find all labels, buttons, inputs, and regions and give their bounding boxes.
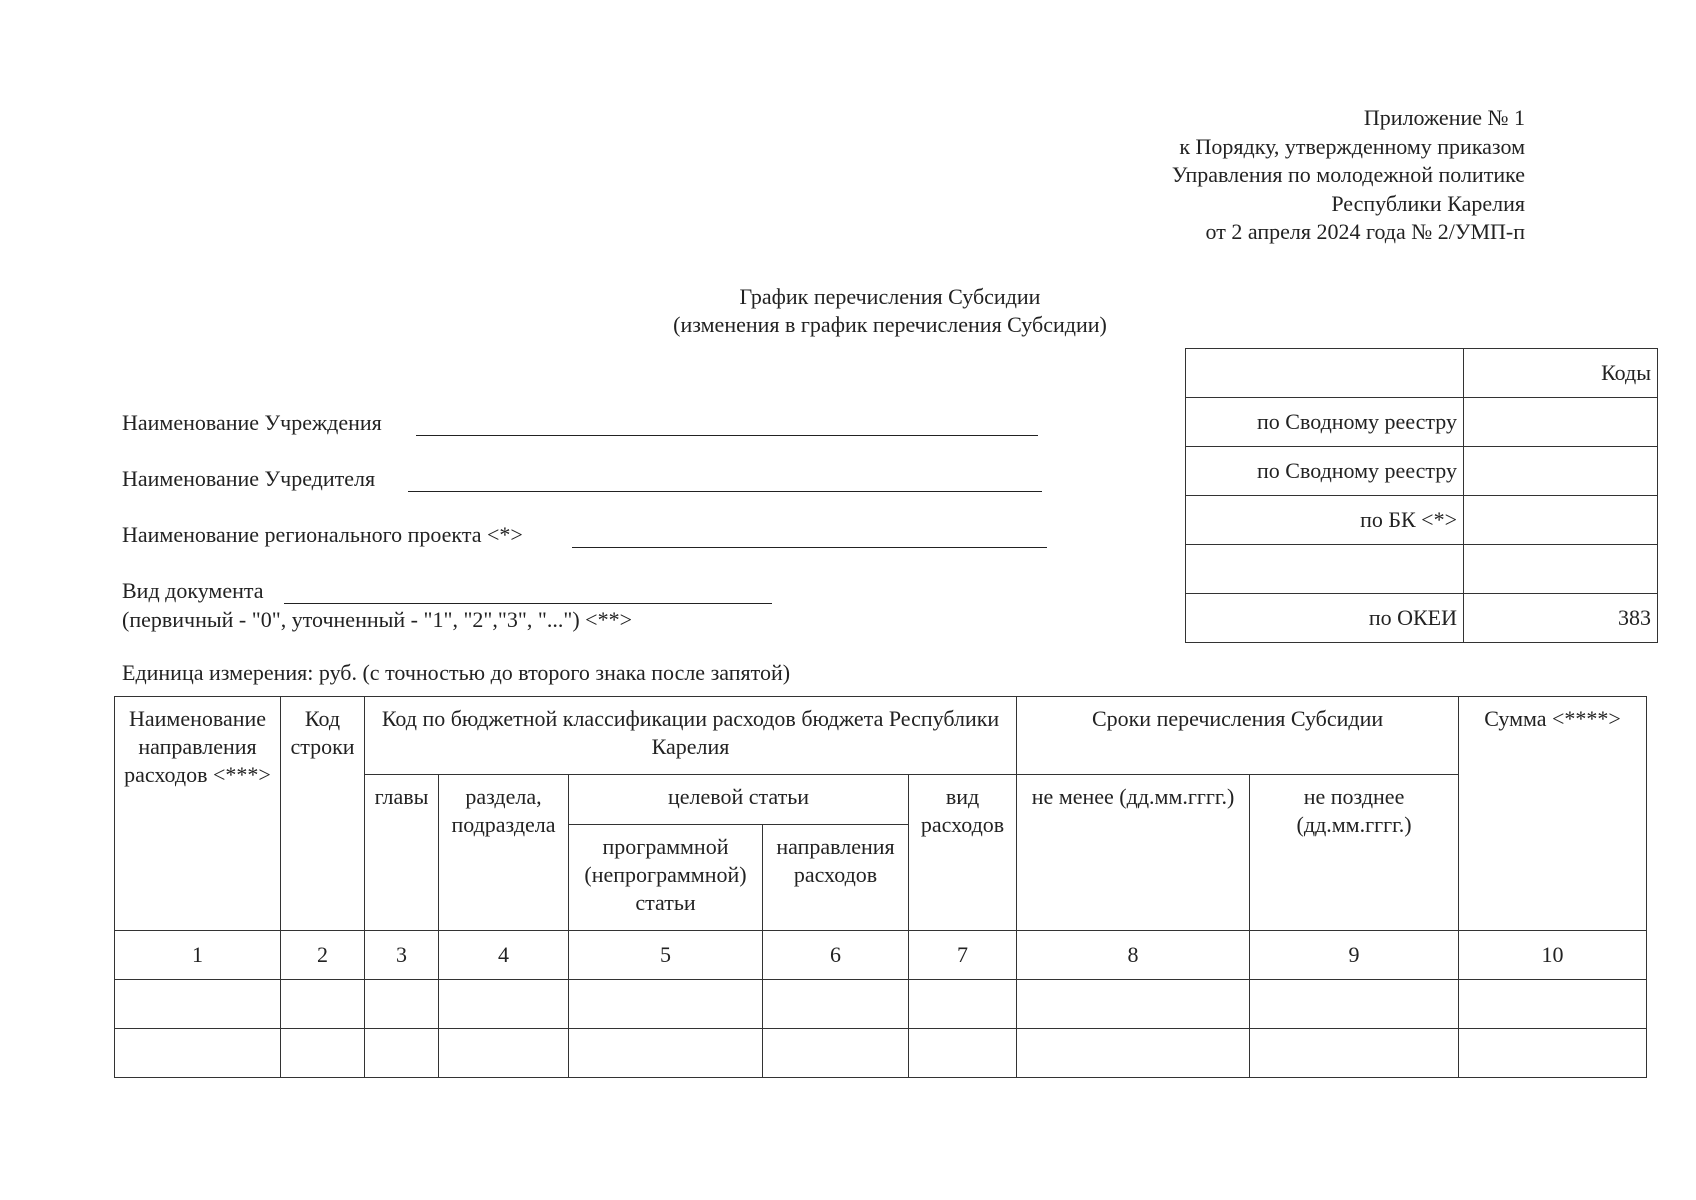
table-cell[interactable] [115, 1029, 281, 1078]
subsidy-schedule-table [114, 696, 1647, 1078]
title-line-1: График перечисления Субсидии [739, 284, 1041, 309]
regional-project-label: Наименование регионального проекта <*> [122, 522, 523, 547]
table-cell[interactable] [1017, 1029, 1250, 1078]
header-program-article: программной (непрограммной) статьи [569, 825, 763, 931]
table-cell[interactable] [115, 980, 281, 1029]
table-cell[interactable] [763, 1029, 909, 1078]
header-row-code: Код строки [281, 697, 365, 931]
regional-project-field[interactable] [572, 547, 1047, 548]
approval-block [1172, 104, 1525, 247]
unit-label: Единица измерения: руб. (с точностью до второго знака после запятой) [122, 660, 791, 685]
doc-type-field[interactable] [284, 603, 772, 604]
header-target-article: целевой статьи [569, 775, 909, 825]
header-terms: Сроки перечисления Субсидии [1017, 697, 1459, 775]
codes-row-value[interactable] [1464, 447, 1658, 496]
codes-row-value[interactable] [1464, 496, 1658, 545]
approval-line-5: от 2 апреля 2024 года № 2/УМП-п [1205, 219, 1525, 244]
codes-row-label [1186, 545, 1464, 594]
codes-row-value[interactable] [1464, 398, 1658, 447]
header-budget-code: Код по бюджетной классификации расходов бюджета Республики Карелия [365, 697, 1017, 775]
table-cell[interactable] [1017, 980, 1250, 1029]
founder-field[interactable] [408, 491, 1042, 492]
codes-header: Коды [1464, 349, 1658, 398]
table-cell[interactable] [439, 980, 569, 1029]
approval-line-2: к Порядку, утвержденному приказом [1179, 133, 1525, 159]
codes-row-value[interactable]: 383 [1464, 594, 1658, 643]
title-line-2: (изменения в график перечисления Субсидии) [673, 312, 1107, 337]
table-cell[interactable] [569, 1029, 763, 1078]
column-number: 2 [281, 931, 365, 980]
table-cell[interactable] [569, 980, 763, 1029]
codes-row-label: по Сводному реестру [1186, 398, 1464, 447]
column-number: 6 [763, 931, 909, 980]
column-number: 8 [1017, 931, 1250, 980]
table-cell[interactable] [763, 980, 909, 1029]
column-number: 4 [439, 931, 569, 980]
codes-table [1185, 348, 1658, 643]
header-expense-type: вид расходов [909, 775, 1017, 931]
column-number: 10 [1459, 931, 1647, 980]
institution-field[interactable] [416, 435, 1038, 436]
header-sum: Сумма <****> [1459, 697, 1647, 931]
approval-line-4: Республики Карелия [1331, 190, 1525, 216]
column-number: 1 [115, 931, 281, 980]
table-row [115, 1029, 1647, 1078]
table-cell[interactable] [1250, 1029, 1459, 1078]
codes-row-label: по БК <*> [1186, 496, 1464, 545]
table-cell[interactable] [281, 980, 365, 1029]
codes-row-label: по Сводному реестру [1186, 447, 1464, 496]
founder-label: Наименование Учредителя [122, 466, 376, 491]
table-cell[interactable] [1250, 980, 1459, 1029]
institution-label: Наименование Учреждения [122, 410, 382, 435]
table-cell[interactable] [281, 1029, 365, 1078]
doc-type-note: (первичный - "0", уточненный - "1", "2","3", "...") <**> [122, 607, 632, 632]
codes-row-label: по ОКЕИ [1186, 594, 1464, 643]
header-section: раздела, подраздела [439, 775, 569, 931]
approval-line-1: Приложение № 1 [1363, 105, 1525, 130]
table-cell[interactable] [1459, 980, 1647, 1029]
table-cell[interactable] [909, 980, 1017, 1029]
approval-line-3: Управления по молодежной политике [1171, 162, 1525, 187]
header-expense-name: Наименование направления расходов <***> [115, 697, 281, 931]
table-row [115, 980, 1647, 1029]
column-number-row [115, 931, 1647, 980]
header-chapter: главы [365, 775, 439, 931]
header-not-earlier: не менее (дд.мм.гггг.) [1017, 775, 1250, 931]
table-cell[interactable] [365, 980, 439, 1029]
column-number: 7 [909, 931, 1017, 980]
column-number: 9 [1250, 931, 1459, 980]
table-cell[interactable] [909, 1029, 1017, 1078]
header-not-later: не позднее (дд.мм.гггг.) [1250, 775, 1459, 931]
table-cell[interactable] [439, 1029, 569, 1078]
column-number: 3 [365, 931, 439, 980]
doc-type-label: Вид документа [122, 578, 264, 603]
header-expense-direction: направления расходов [763, 825, 909, 931]
column-number: 5 [569, 931, 763, 980]
table-cell[interactable] [1459, 1029, 1647, 1078]
codes-row-value[interactable] [1464, 545, 1658, 594]
codes-header-empty [1186, 349, 1464, 398]
document-title [600, 283, 1180, 339]
table-cell[interactable] [365, 1029, 439, 1078]
